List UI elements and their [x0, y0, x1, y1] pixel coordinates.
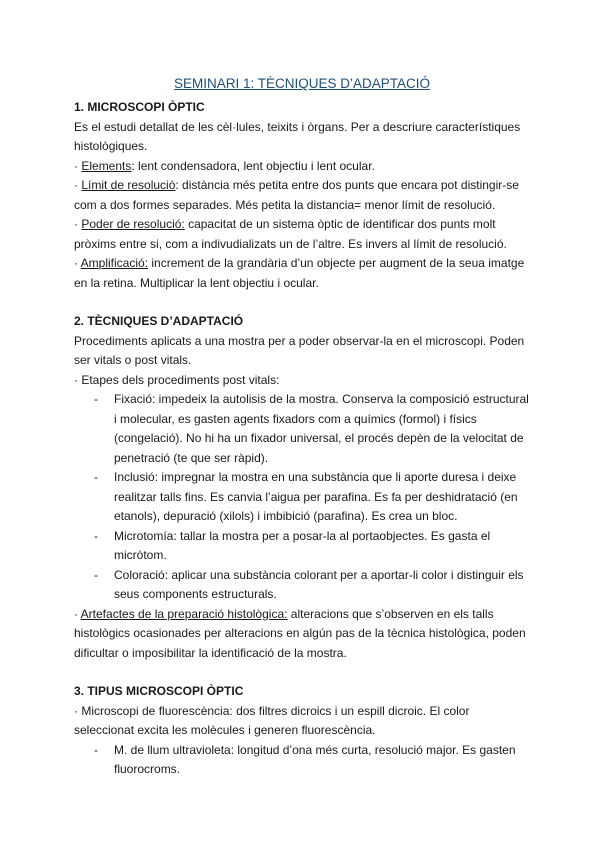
section-1-intro: Es el estudi detallat de les cèl·lules, teixits i òrgans. Per a descriure característiques histològiques. [74, 119, 521, 153]
definition: : lent condensadora, lent objectiu i lent ocular. [131, 158, 375, 173]
section-1-item [74, 254, 530, 293]
stages-list [74, 390, 530, 605]
term: Poder de resolució: [81, 217, 185, 231]
bullet: · [74, 158, 82, 173]
section-2-heading: 2. TÈCNIQUES D’ADAPTACIÓ [74, 314, 244, 328]
bullet: · [74, 217, 82, 231]
definition: alteracions que s’observen en els talls histològics ocasionades per alteracions en algún pas de la tècnica histològica, poden dificultar o imposibilitar la identificació de la mostra. [74, 606, 526, 660]
list-item: - Microtomía: tallar la mostra per a posar-la al portaobjectes. Es gasta el micròtom. [94, 527, 530, 566]
bullet: · [74, 178, 82, 192]
spacer [74, 663, 530, 682]
list-item: - M. de llum ultravioleta: longitud d’ona més curta, resolució major. Es gasten fluorocroms. [94, 741, 530, 780]
term: Elements [81, 158, 132, 173]
stages-label: · Etapes dels procediments post vitals: [74, 372, 280, 387]
list-item: - Inclusió: impregnar la mostra en una substància que li aporte duresa i deixe realitzar talls fins. Es canvia l’aigua per parafina. Es fa per deshidratació (en etanols), depuració (xilols) i imbibició (parafina). Es crea un bloc. [94, 468, 530, 527]
artefacts-item [74, 605, 530, 664]
section-1-item [74, 157, 530, 177]
list-item: - Fixació: impedeix la autolisis de la mostra. Conserva la composició estructural i molecular, es gasten agents fixadors com a químics (formol) i físics (congelació). No hi ha un fixador universal, el procés depèn de la velocitat de penetració (te que ser ràpid). [94, 390, 530, 468]
section-1-item [74, 215, 530, 254]
definition: : distància més petita entre dos punts que encara pot distingir-se com a dos formes separades. Més petita la distancia= menor límit de resolució. [74, 178, 519, 212]
section-1-heading: 1. MICROSCOPI ÒPTIC [74, 100, 205, 114]
definition: increment de la grandària d’un objecte per augment de la seua imatge en la retina. Multiplicar la lent objectiu i ocular. [74, 256, 525, 290]
spacer [74, 293, 530, 312]
bullet: · [74, 606, 81, 621]
section-2-intro: Procediments aplicats a una mostra per a poder observar-la en el microscopi. Poden ser vitals o post vitals. [74, 333, 525, 367]
section-3-heading: 3. TIPUS MICROSCOPI ÒPTIC [74, 684, 244, 698]
list-item: - Coloració: aplicar una substància colorant per a aportar-li color i distinguir els seus components estructurals. [94, 566, 530, 605]
microscope-types-list [74, 741, 530, 780]
document-title: SEMINARI 1: TÈCNIQUES D’ADAPTACIÓ [173, 76, 431, 91]
bullet: · [74, 256, 81, 270]
term: Amplificació: [80, 256, 149, 270]
definition: capacitat de un sistema òptic de identificar dos punts molt pròxims entre si, com a indivudializats un de l’altre. Es invers al límit de resolució. [74, 217, 507, 251]
section-3-intro: · Microscopi de fluorescència: dos filtres dicroics i un espill dicroic. El color seleccionat excita les molècules i generen fluorescència. [74, 703, 470, 737]
term: Artefactes de la preparació histològica: [80, 606, 288, 621]
term: Límit de resolució [81, 178, 176, 192]
section-1-item [74, 176, 530, 215]
